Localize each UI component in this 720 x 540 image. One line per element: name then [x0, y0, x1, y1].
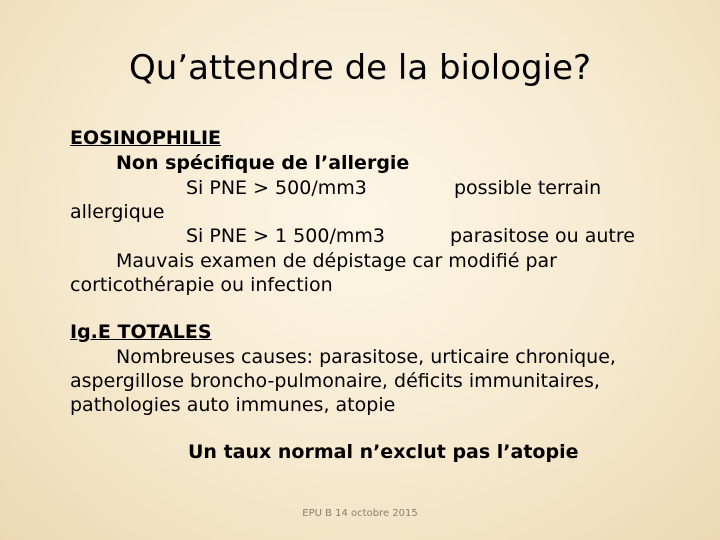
eosinophilie-heading: EOSINOPHILIE: [70, 127, 221, 149]
condition-pne-500: Si PNE > 500/mm3: [186, 177, 367, 199]
result-pne-500: possible terrain: [454, 177, 602, 199]
result-pne-500-cont: allergique: [70, 201, 165, 223]
ige-causes-line3: pathologies auto immunes, atopie: [70, 394, 396, 416]
ige-causes-line2: aspergillose broncho-pulmonaire, déficits immunitaires,: [70, 370, 600, 392]
ige-heading: Ig.E TOTALES: [70, 321, 212, 343]
slide-footer: EPU B 14 octobre 2015: [302, 508, 418, 519]
ige-causes-line1: Nombreuses causes: parasitose, urticaire chronique,: [116, 346, 616, 368]
eosinophilie-subheading: Non spécifique de l’allergie: [116, 152, 410, 174]
condition-pne-1500: Si PNE > 1 500/mm3: [186, 225, 385, 247]
slide-title: Qu’attendre de la biologie?: [128, 48, 592, 88]
result-pne-1500: parasitose ou autre: [450, 225, 635, 247]
conclusion: Un taux normal n’exclut pas l’atopie: [188, 441, 579, 463]
eosinophilie-note: Mauvais examen de dépistage car modifié par: [116, 250, 557, 272]
eosinophilie-note-cont: corticothérapie ou infection: [70, 274, 333, 296]
